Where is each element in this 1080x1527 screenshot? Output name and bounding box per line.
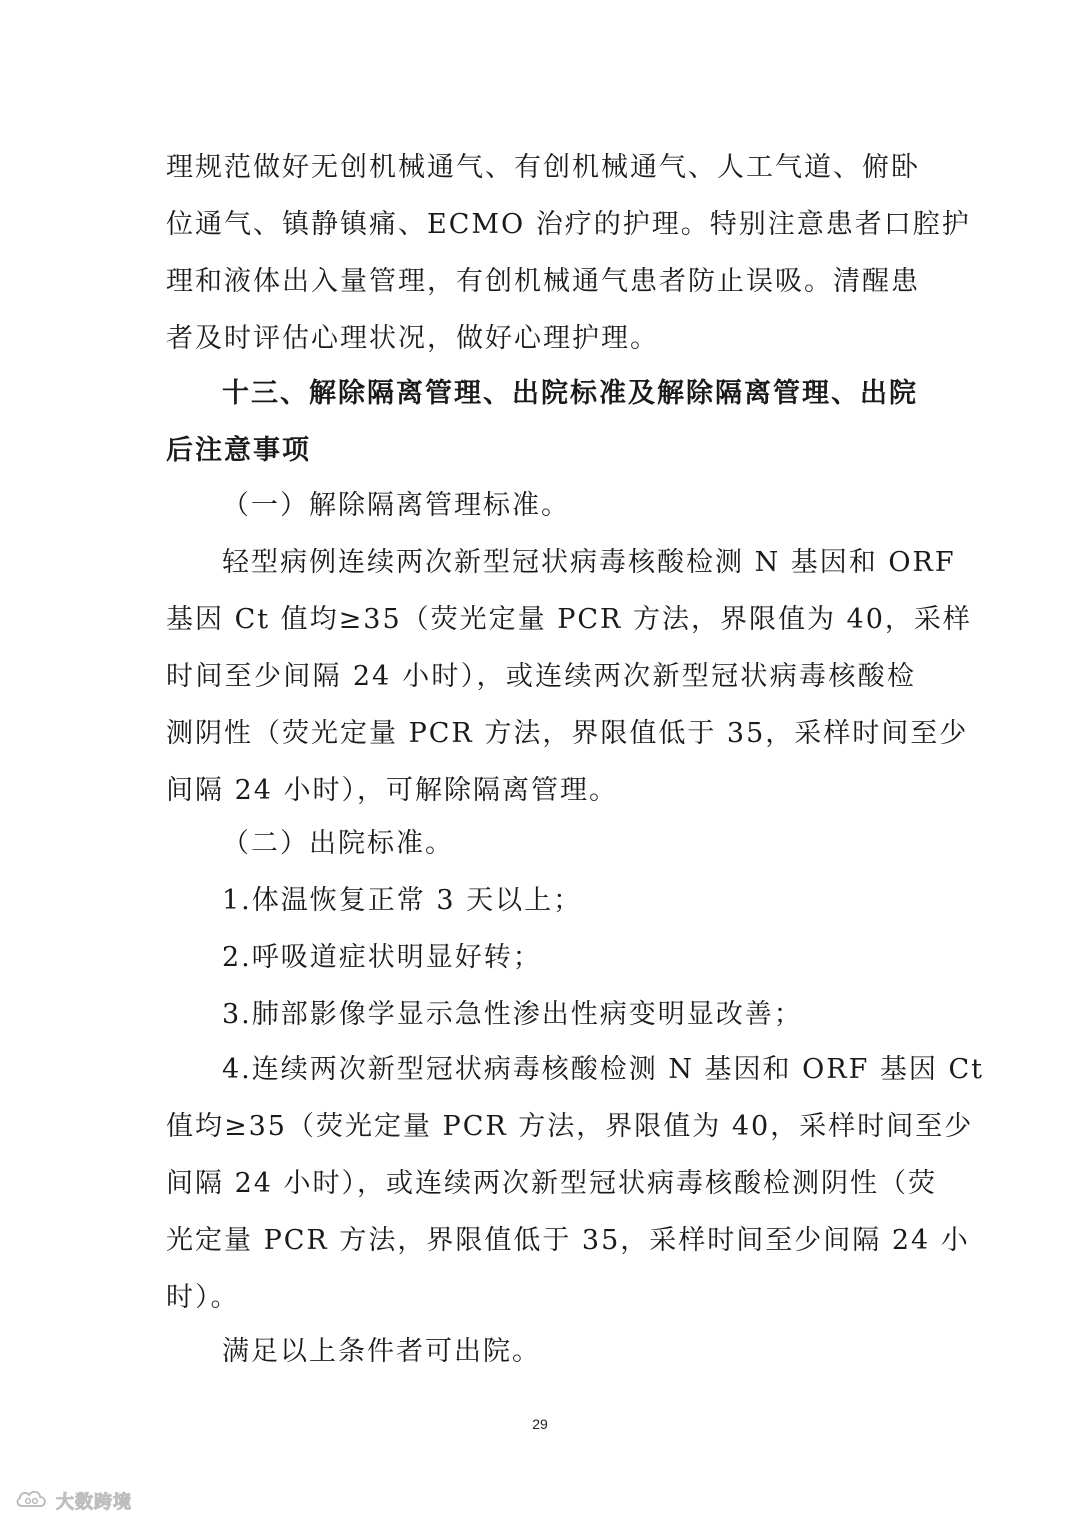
text-line: 基因 Ct 值均≥35（荧光定量 PCR 方法，界限值为 40，采样	[166, 604, 972, 635]
watermark-text: 大数跨境	[56, 1492, 132, 1513]
text-line: 4.连续两次新型冠状病毒核酸检测 N 基因和 ORF 基因 Ct	[222, 1054, 985, 1085]
conclusion	[166, 1323, 916, 1380]
subsection-title: （一）解除隔离管理标准。	[222, 490, 570, 521]
text-line: 理和液体出入量管理，有创机械通气患者防止误吸。清醒患	[166, 266, 920, 297]
text-line: 位通气、镇静镇痛、ECMO 治疗的护理。特别注意患者口腔护	[166, 209, 971, 240]
text-line: 值均≥35（荧光定量 PCR 方法，界限值为 40，采样时间至少	[166, 1111, 974, 1142]
cloud-logo-icon	[14, 1488, 50, 1514]
conclusion-text: 满足以上条件者可出院。	[222, 1336, 541, 1367]
heading-line: 十三、解除隔离管理、出院标准及解除隔离管理、出院	[222, 378, 918, 409]
subsection-title: （二）出院标准。	[222, 828, 454, 859]
criterion-item: 1.体温恢复正常 3 天以上；	[222, 885, 583, 916]
paragraph-isolation	[166, 534, 972, 819]
heading-line: 后注意事项	[166, 435, 311, 466]
criterion-item: 3.肺部影像学显示急性渗出性病变明显改善；	[222, 999, 803, 1030]
criterion-item: 2.呼吸道症状明显好转；	[222, 942, 542, 973]
watermark	[14, 1488, 132, 1514]
text-line: 者及时评估心理状况，做好心理护理。	[166, 323, 659, 354]
criterion-4	[166, 1041, 985, 1326]
text-line: 理规范做好无创机械通气、有创机械通气、人工气道、俯卧	[166, 152, 920, 183]
text-line: 轻型病例连续两次新型冠状病毒核酸检测 N 基因和 ORF	[222, 547, 956, 578]
text-line: 时间至少间隔 24 小时），或连续两次新型冠状病毒核酸检	[166, 661, 916, 692]
page-number: 29	[532, 1416, 548, 1432]
section-heading	[166, 365, 916, 479]
subsection-2-title	[166, 815, 916, 872]
text-line: 测阴性（荧光定量 PCR 方法，界限值低于 35，采样时间至少	[166, 718, 969, 749]
criteria-list	[166, 872, 916, 1043]
text-line: 时）。	[166, 1282, 240, 1313]
text-line: 光定量 PCR 方法，界限值低于 35，采样时间至少间隔 24 小	[166, 1225, 970, 1256]
text-line: 间隔 24 小时），可解除隔离管理。	[166, 775, 619, 806]
paragraph-nursing	[166, 139, 971, 367]
subsection-1-title	[166, 477, 916, 534]
text-line: 间隔 24 小时），或连续两次新型冠状病毒核酸检测阴性（荧	[166, 1168, 938, 1199]
